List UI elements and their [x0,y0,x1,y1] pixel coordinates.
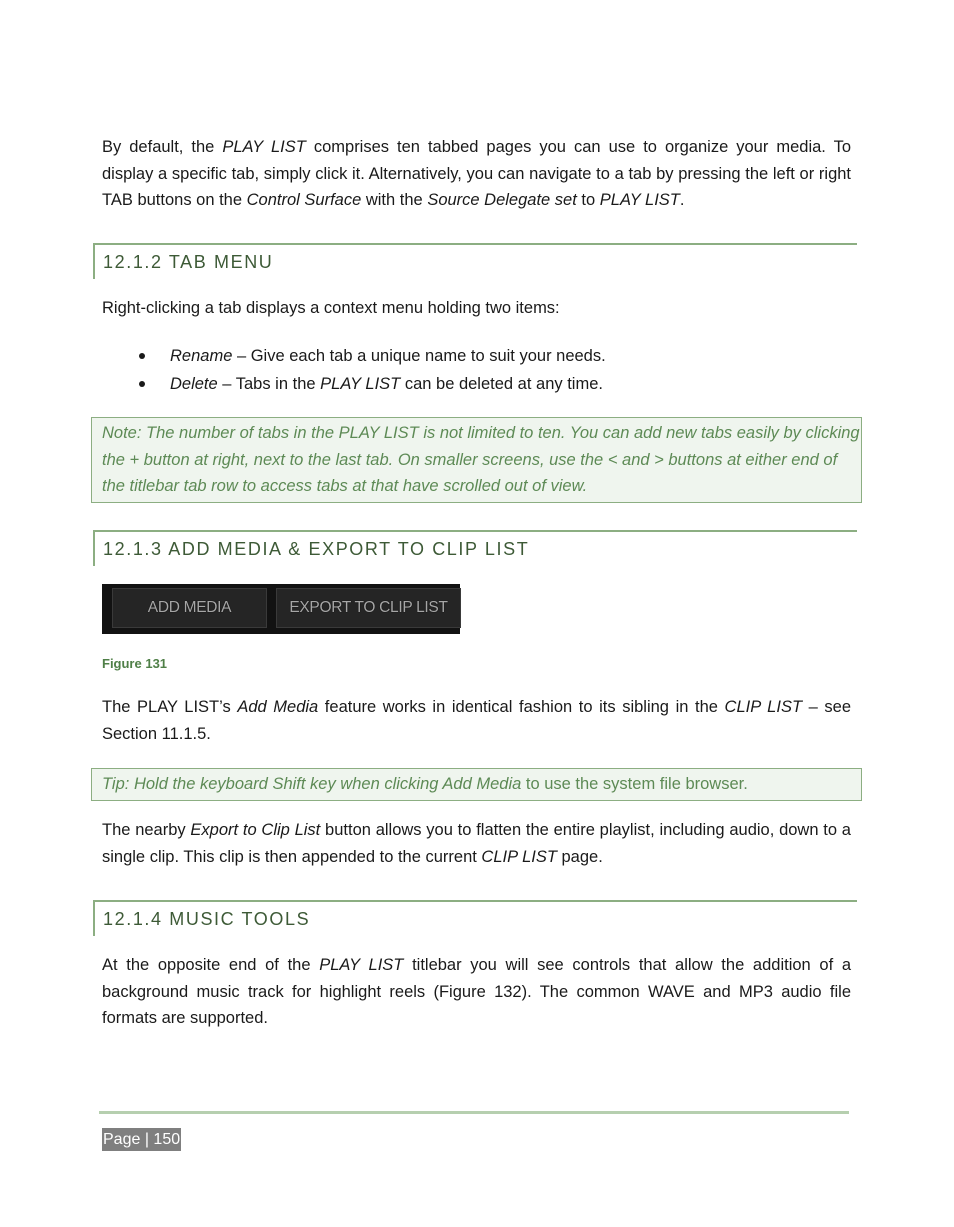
bullet-text: can be deleted at any time. [400,375,603,393]
bullet-term: Rename [170,347,233,365]
bullet-item-delete [102,370,851,398]
emphasis: PLAY LIST [599,191,680,209]
text-run: The nearby [102,821,191,839]
text-run: titlebar you will see controls that allow the addition of a background music track for highlight reels (Figure 132). The common WAVE and MP3 audio file formats are supported. [102,956,852,1027]
bullet-term: Delete [170,375,218,393]
text-run: . [679,191,685,209]
emphasis: Add Media [237,698,319,716]
emphasis: Export to Clip List [190,821,321,839]
page-number: Page | 150 [102,1128,181,1151]
tip-callout [91,768,862,801]
text-run: feature works in identical fashion to its sibling in the [318,698,725,716]
section-heading-text: 12.1.2 TAB MENU [103,252,274,272]
section-heading-add-media [93,530,857,566]
bullet-text: – Tabs in the [217,375,321,393]
note-callout [91,417,862,503]
add-media-button[interactable] [112,588,267,628]
add-media-paragraph [102,694,851,747]
text-run: comprises ten tabbed pages you can use to organize your media. To display a specific tab, simply click it. Alternatively, you can navigate to a tab by pressing the left or right TAB buttons on the [102,138,851,209]
section-heading-tab-menu [93,243,857,279]
emphasis: Source Delegate set [427,191,577,209]
text-run: By default, the [102,138,223,156]
tab-menu-intro: Right-clicking a tab displays a context menu holding two items: [102,299,560,317]
tip-text-italic: Tip: Hold the keyboard Shift key when clicking Add Media [102,775,522,793]
text-run: page. [556,847,603,866]
section-heading-music-tools [93,900,857,936]
text-run: with the [361,191,428,209]
button-label: EXPORT TO CLIP LIST [289,599,448,616]
context-menu-bullet-list [102,342,851,398]
text-run: button allows you to flatten the entire playlist, including audio, down to a single clip. This clip is then appended to the current [102,821,851,866]
tip-text: to use the system file browser. [521,775,748,793]
emphasis: PLAY LIST [222,138,306,156]
emphasis: Control Surface [246,191,362,209]
button-label: ADD MEDIA [147,599,232,616]
export-to-clip-list-button[interactable] [276,588,461,628]
emphasis: CLIP LIST [481,847,557,866]
bullet-text: – Give each tab a unique name to suit your needs. [232,347,606,365]
bullet-dot [139,353,145,359]
text-run: At the opposite end of the [102,956,320,974]
section-heading-text: 12.1.4 MUSIC TOOLS [103,909,311,929]
footer-rule [99,1111,849,1114]
bullet-item-rename [102,342,851,370]
emphasis: PLAY LIST [320,375,401,393]
emphasis: CLIP LIST [724,698,803,716]
figure-caption: Figure 131 [102,656,168,671]
export-paragraph [102,817,851,870]
text-run: The PLAY LIST’s [102,698,238,716]
emphasis: PLAY LIST [319,956,404,974]
note-text: Note: The number of tabs in the PLAY LIST is not limited to ten. You can add new tabs easily by clicking the + button at right, next to the last tab. On smaller screens, use the < and > buttons at either end of the titlebar tab row to access tabs at that have scrolled out of view. [102,424,860,495]
music-tools-paragraph [102,952,851,1032]
section-heading-text: 12.1.3 ADD MEDIA & EXPORT TO CLIP LIST [103,539,530,559]
intro-paragraph [102,134,851,214]
figure-131-toolbar [102,584,460,634]
text-run: to [576,191,600,209]
bullet-dot [139,381,145,387]
text-run: – see Section 11.1.5. [102,698,851,743]
